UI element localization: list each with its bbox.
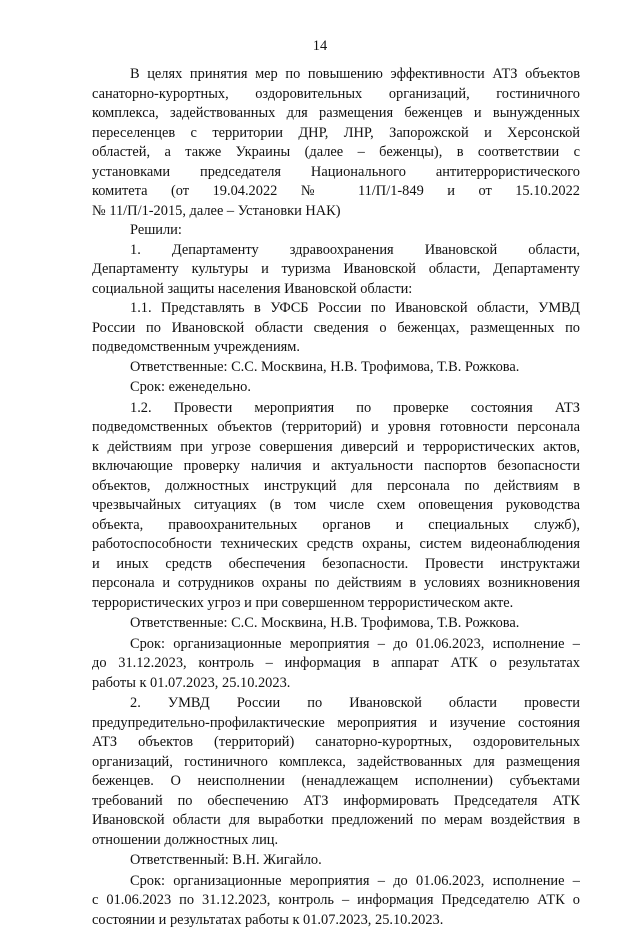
item-1-1-responsible: [92, 358, 580, 378]
text-line: Срок: организационные мероприятия – до 01.06.2023, исполнение –: [92, 872, 580, 892]
text-line: отношении должностных лиц.: [92, 831, 580, 851]
item-1-2-deadline: [92, 635, 580, 694]
text-line: требований по обеспечению АТЗ информировать Председателя АТК: [92, 792, 580, 812]
text-line: 1. Департаменту здравоохранения Ивановской области,: [92, 241, 580, 261]
text-line: Ответственные: С.С. Москвина, Н.В. Трофимова, Т.В. Рожкова.: [92, 358, 580, 378]
text-line: и иных средств обеспечения безопасности. Провести инструктажи: [92, 555, 580, 575]
page-number: 14: [0, 38, 640, 55]
document-body: [92, 65, 580, 930]
item-1-1: [92, 299, 580, 358]
item-1-2-responsible: [92, 614, 580, 634]
text-line: персонала и сотрудников охраны по действиям в условиях возникновения: [92, 574, 580, 594]
text-line: 1.1. Представлять в УФСБ России по Ивановской области, УМВД: [92, 299, 580, 319]
text-line: террористических угроз и при совершенном террористическом акте.: [92, 594, 580, 614]
text-line: включающие проверку наличия и актуальности паспортов безопасности: [92, 457, 580, 477]
item-2-responsible: [92, 851, 580, 871]
text-line: установками председателя Национального антитеррористического: [92, 163, 580, 183]
text-line: Ответственный: В.Н. Жигайло.: [92, 851, 580, 871]
text-line: организаций, гостиничного комплекса, задействованных для размещения: [92, 753, 580, 773]
intro-paragraph: [92, 65, 580, 221]
item-1-2: [92, 399, 580, 614]
text-line: до 31.12.2023, контроль – информация в аппарат АТК о результатах: [92, 654, 580, 674]
text-line: Срок: еженедельно.: [92, 378, 580, 398]
decided-label: [92, 221, 580, 241]
text-line: Срок: организационные мероприятия – до 01.06.2023, исполнение –: [92, 635, 580, 655]
text-line: к действиям при угрозе совершения диверсий и террористических актов,: [92, 438, 580, 458]
text-line: состоянии и результатах работы к 01.07.2023, 25.10.2023.: [92, 911, 580, 930]
text-line: России по Ивановской области сведения о беженцах, размещенных по: [92, 319, 580, 339]
text-line: чрезвычайных ситуациях (в том числе схем оповещения руководства: [92, 496, 580, 516]
text-line: санаторно-курортных, оздоровительных организаций, гостиничного: [92, 85, 580, 105]
text-line: № 11/П/1-2015, далее – Установки НАК): [92, 202, 580, 222]
text-line: переселенцев с территории ДНР, ЛНР, Запорожской и Херсонской: [92, 124, 580, 144]
text-line: В целях принятия мер по повышению эффективности АТЗ объектов: [92, 65, 580, 85]
text-line: работы к 01.07.2023, 25.10.2023.: [92, 674, 580, 694]
text-line: областей, а также Украины (далее – беженцы), в соответствии с: [92, 143, 580, 163]
text-line: Решили:: [92, 221, 580, 241]
text-line: Ответственные: С.С. Москвина, Н.В. Трофимова, Т.В. Рожкова.: [92, 614, 580, 634]
text-line: комплекса, задействованных для размещения беженцев и вынужденных: [92, 104, 580, 124]
text-line: АТЗ объектов (территорий) санаторно-курортных, оздоровительных: [92, 733, 580, 753]
text-line: 2. УМВД России по Ивановской области провести: [92, 694, 580, 714]
item-2: [92, 694, 580, 850]
text-line: подведомственным учреждениям.: [92, 338, 580, 358]
text-line: Ивановской области для выработки предложений по мерам воздействия в: [92, 811, 580, 831]
item-1-1-deadline: [92, 378, 580, 398]
text-line: объектов, должностных инструкций для персонала по действиям в: [92, 477, 580, 497]
text-line: подведомственных объектов (территорий) и уровня готовности персонала: [92, 418, 580, 438]
item-1: [92, 241, 580, 300]
text-line: социальной защиты населения Ивановской области:: [92, 280, 580, 300]
text-line: работоспособности технических средств охраны, систем видеонаблюдения: [92, 535, 580, 555]
item-2-deadline: [92, 872, 580, 930]
text-line: Департаменту культуры и туризма Ивановской области, Департаменту: [92, 260, 580, 280]
text-line: объекта, правоохранительных органов и специальных служб),: [92, 516, 580, 536]
text-line: с 01.06.2023 по 31.12.2023, контроль – информация Председателю АТК о: [92, 891, 580, 911]
text-line: беженцев. О неисполнении (ненадлежащем исполнении) субъектами: [92, 772, 580, 792]
text-line: комитета (от 19.04.2022 № 11/П/1-849 и от 15.10.2022: [92, 182, 580, 202]
text-line: предупредительно-профилактические мероприятия и изучение состояния: [92, 714, 580, 734]
text-line: 1.2. Провести мероприятия по проверке состояния АТЗ: [92, 399, 580, 419]
